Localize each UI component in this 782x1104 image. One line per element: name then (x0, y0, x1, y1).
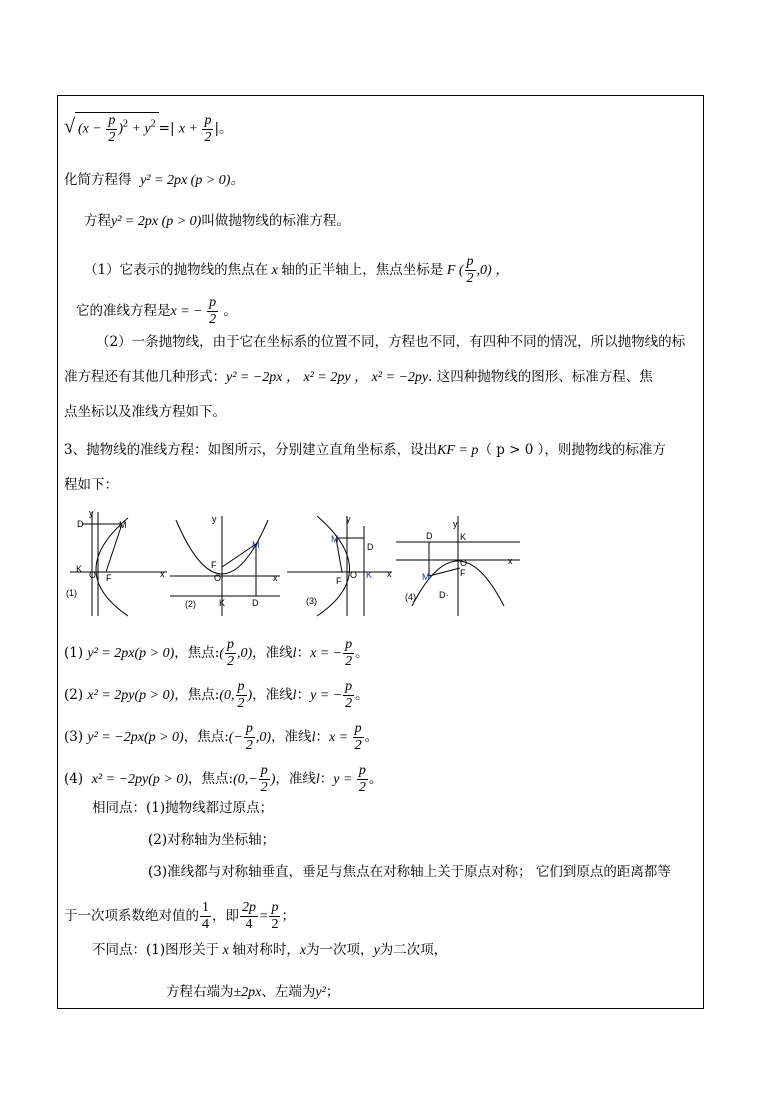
para-2-line3: 点坐标以及准线方程如下。 (64, 404, 226, 420)
f2-x: x (273, 573, 278, 583)
directrix-line: 它的准线方程是x = − $\frac{p}{2}$ 。 (76, 295, 237, 327)
f4-F: F (460, 568, 466, 578)
f3-F: F (336, 576, 342, 586)
standard-equation-line: 方程y² = 2px (p > 0)叫做抛物线的标准方程。 (84, 213, 350, 229)
focus-line: （1）它表示的抛物线的焦点在 x 轴的正半轴上，焦点坐标是 F ( $\frac{p}{2}$ ,0) ， (84, 254, 510, 286)
difference-1: 不同点：(1)图形关于 x 轴对称时，x为一次项，y为二次项， (92, 942, 448, 958)
parabola-figures (62, 510, 532, 620)
f3-D: D (367, 542, 374, 552)
f1-M: M (119, 520, 127, 530)
distance-equation: √ (x − $\frac{p}{2}$ )$^2 + y^2$ =| x + $\frac{p}{2}$ |。 (64, 112, 233, 145)
result-row-2: (2) x² = 2py(p > 0)，焦点:(0, $\frac{p}{2}$ )，准线l：y = − $\frac{p}{2}$ 。 (64, 679, 369, 711)
similarity-1: 相同点：(1)抛物线都过原点； (92, 800, 274, 816)
f1-K: K (76, 564, 83, 574)
para-2-line1: （2）一条抛物线，由于它在坐标系的位置不同，方程也不同，有四种不同的情况，所以抛物线的标 (96, 334, 686, 350)
simplify-line: 化简方程得 y² = 2px (p > 0)。 (64, 172, 245, 188)
f1-F: F (106, 573, 112, 583)
f1-D: D (77, 519, 84, 529)
f2-K: K (219, 598, 226, 608)
result-row-3: (3) y² = −2px(p > 0)，焦点:(− $\frac{p}{2}$ ,0)，准线l：x = $\frac{p}{2}$ 。 (64, 721, 379, 753)
f4-D: D (426, 531, 433, 541)
similarity-3-cont: 于一次项系数绝对值的 $\frac{1}{4}$ ，即 $\frac{2p}{4}$ = $\frac{p}{2}$ ； (64, 900, 295, 932)
result-row-4: (4) x² = −2py(p > 0)，焦点:(0,− $\frac{p}{2}$ )，准线l：y = $\frac{p}{2}$ 。 (64, 763, 383, 795)
sqrt-body: (x − $\frac{p}{2}$ )$^2 + y^2$ (75, 112, 159, 146)
f2-tag: (2) (185, 599, 196, 609)
section-3-line2: 程如下： (64, 477, 118, 493)
f3-tag: (3) (306, 596, 317, 606)
f3-y: y (346, 514, 351, 524)
f3-x: x (387, 569, 392, 579)
difference-2: 方程右端为±2px、左端为y²； (166, 984, 340, 1000)
f1-O: O (89, 570, 97, 580)
similarity-2: (2)对称轴为坐标轴； (148, 832, 276, 848)
f1-y: y (89, 510, 94, 518)
section-3-line1: 3、抛物线的准线方程：如图所示，分别建立直角坐标系，设出KF = p（ p > 0 ），则抛物线的标准方 (64, 442, 666, 458)
figure-3 (287, 516, 392, 616)
para-2-line2: 准方程还有其他几种形式：y² = −2px ， x² = 2py ， x² = −2py. 这四种抛物线的图形、标准方程、焦 (64, 369, 653, 385)
f3-K: K (366, 570, 373, 580)
f4-K: K (460, 532, 467, 542)
f1-x: x (160, 569, 165, 579)
f4-x: x (508, 556, 513, 566)
f4-O: O (460, 558, 468, 568)
f3-O: O (350, 570, 358, 580)
f3-M: M (331, 534, 339, 544)
f4-tag: (4) (405, 592, 416, 602)
f2-O: O (214, 573, 222, 583)
f4-y: y (453, 519, 458, 529)
f2-M: M (252, 540, 260, 550)
similarity-3: (3)准线都与对称轴垂直，垂足与焦点在对称轴上关于原点对称； 它们到原点的距离都等 (148, 864, 671, 880)
f4-D2: D· (439, 590, 449, 600)
f2-F: F (211, 560, 217, 570)
f2-y: y (212, 514, 217, 524)
result-row-1: (1) y² = 2px(p > 0)，焦点:( $\frac{p}{2}$ ,0)，准线l：x = − $\frac{p}{2}$ 。 (64, 637, 369, 669)
f2-D: D (252, 598, 259, 608)
f4-M: M (422, 572, 430, 582)
f1-tag: (1) (66, 588, 77, 598)
